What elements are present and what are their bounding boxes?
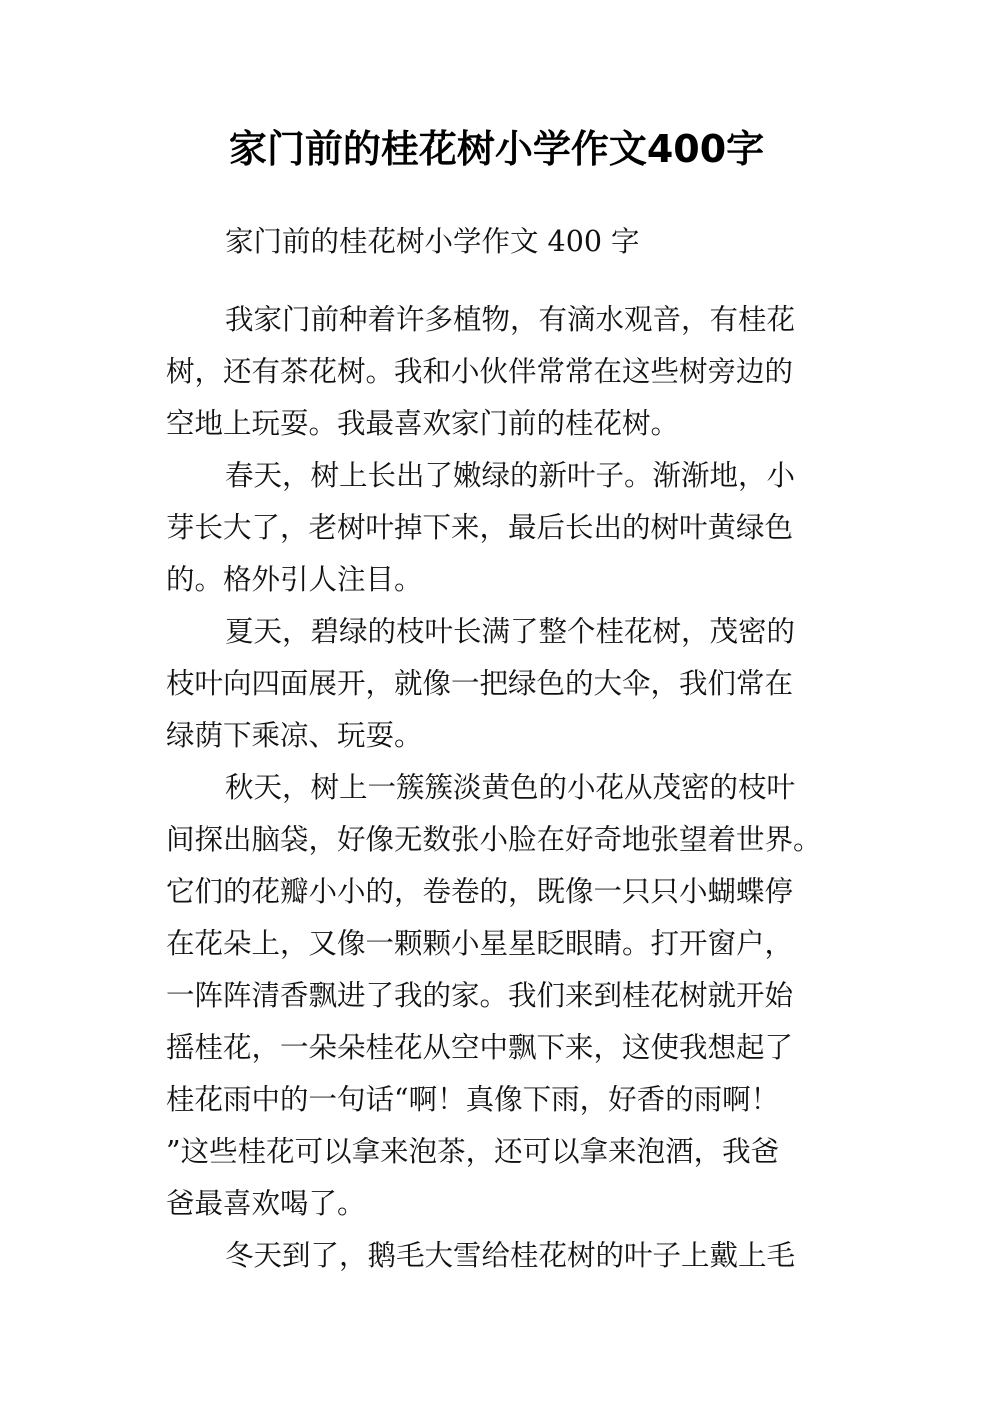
text-line: 在花朵上，又像一颗颗小星星眨眼睛。打开窗户， [166, 927, 794, 960]
text-line: ”这些桂花可以拿来泡茶，还可以拿来泡酒，我爸 [166, 1135, 780, 1168]
text-line: 我家门前种着许多植物，有滴水观音，有桂花 [225, 303, 796, 336]
text-line: 家门前的桂花树小学作文 400 字 [225, 225, 640, 258]
text-line: 一阵阵清香飘进了我的家。我们来到桂花树就开始 [166, 979, 794, 1012]
text-line: 桂花雨中的一句话“啊！真像下雨，好香的雨啊！ [166, 1083, 780, 1116]
text-line: 它们的花瓣小小的，卷卷的，既像一只只小蝴蝶停 [166, 875, 794, 908]
text-line: 绿荫下乘凉、玩耍。 [166, 719, 423, 752]
text-line: 芽长大了，老树叶掉下来，最后长出的树叶黄绿色 [166, 511, 794, 544]
text-line: 树，还有茶花树。我和小伙伴常常在这些树旁边的 [166, 355, 794, 388]
document-title: 家门前的桂花树小学作文400字 [228, 127, 765, 171]
text-line: 空地上玩耍。我最喜欢家门前的桂花树。 [166, 407, 680, 440]
text-line: 秋天，树上一簇簇淡黄色的小花从茂密的枝叶 [225, 771, 796, 804]
text-line: 夏天，碧绿的枝叶长满了整个桂花树，茂密的 [225, 615, 796, 648]
text-line: 春天，树上长出了嫩绿的新叶子。渐渐地，小 [225, 459, 796, 492]
text-line: 冬天到了，鹅毛大雪给桂花树的叶子上戴上毛 [225, 1239, 796, 1272]
text-line: 的。格外引人注目。 [166, 563, 423, 596]
text-line: 摇桂花，一朵朵桂花从空中飘下来，这使我想起了 [166, 1031, 794, 1064]
text-line: 爸最喜欢喝了。 [166, 1187, 366, 1220]
text-line: 枝叶向四面展开，就像一把绿色的大伞，我们常在 [166, 667, 794, 700]
text-line: 间探出脑袋，好像无数张小脸在好奇地张望着世界。 [166, 823, 822, 856]
